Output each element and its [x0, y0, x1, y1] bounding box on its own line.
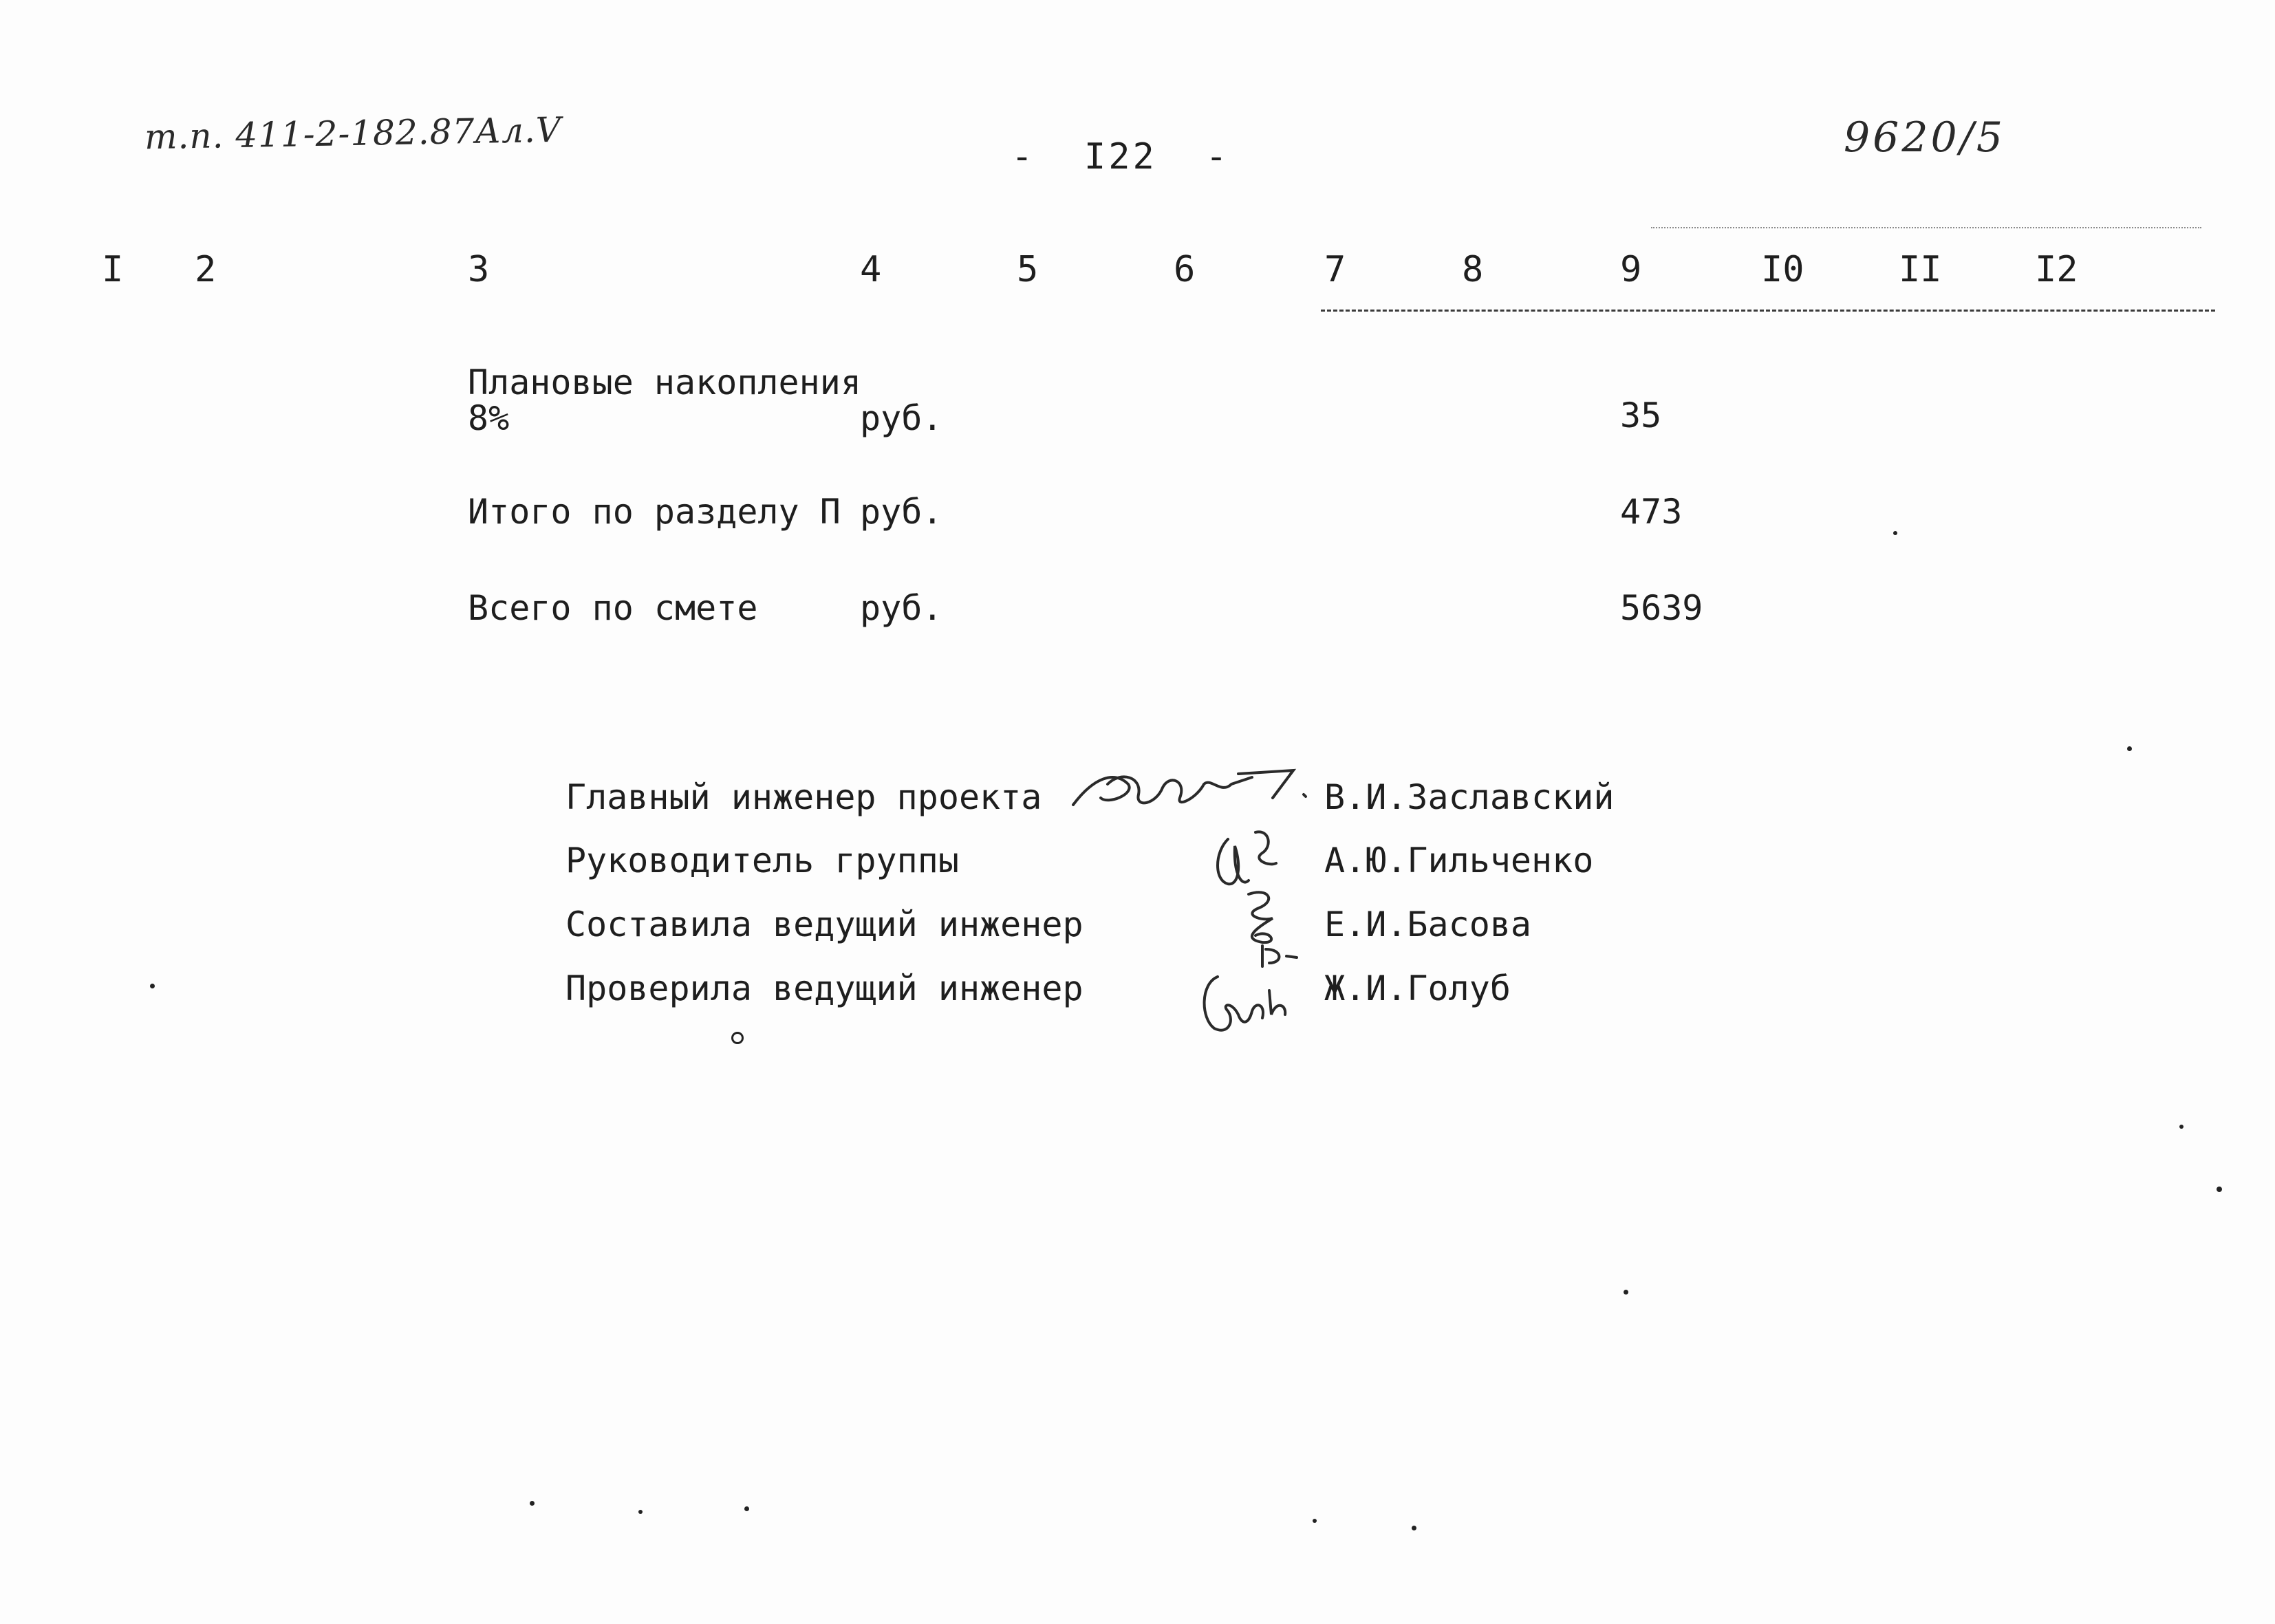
signature-name: А.Ю.Гильченко: [1324, 841, 1594, 880]
row-unit: руб.: [860, 398, 943, 438]
row-name: Итого по разделу П: [468, 492, 841, 532]
column-header-9: 9: [1620, 249, 1642, 290]
document-code: т.п. 411-2-182.87Ал.V: [144, 109, 562, 158]
row-unit: руб.: [860, 588, 943, 628]
row-value: 5639: [1620, 588, 1703, 628]
column-header-11: II: [1899, 249, 1942, 290]
handwritten-signature: [1221, 880, 1304, 970]
row-name: Плановые накопления 8%: [468, 362, 861, 438]
scan-speck: [1624, 1290, 1628, 1295]
column-header-12: I2: [2035, 249, 2078, 290]
column-header-1: I: [102, 249, 124, 290]
row-name: Всего по смете: [468, 588, 758, 628]
signature-role: Руководитель группы: [565, 841, 959, 880]
scan-speck: [744, 1506, 749, 1511]
scan-speck: [1893, 531, 1897, 535]
scan-speck: [638, 1510, 643, 1514]
column-header-5: 5: [1017, 249, 1039, 290]
signature-name: Ж.И.Голуб: [1324, 968, 1511, 1008]
column-header-10: I0: [1761, 249, 1804, 290]
signature-name: Е.И.Басова: [1324, 905, 1532, 944]
scan-speck: [2179, 1125, 2184, 1129]
signature-name: В.И.Заславский: [1324, 777, 1615, 817]
scan-speck: [731, 1032, 744, 1044]
scan-speck: [2127, 746, 2132, 751]
signature-role: Составила ведущий инженер: [565, 905, 1083, 944]
header-rule: [1321, 310, 2215, 312]
scan-speck: [1412, 1526, 1416, 1530]
row-value: 35: [1620, 396, 1662, 435]
column-header-4: 4: [860, 249, 882, 290]
archive-number: 9620/5: [1844, 113, 2006, 162]
scan-speck: [530, 1501, 535, 1506]
handwritten-signature: [1066, 757, 1314, 819]
page-number: - I22 -: [1011, 136, 1230, 177]
signature-role: Главный инженер проекта: [565, 777, 1042, 817]
scan-speck: [2217, 1187, 2222, 1192]
signature-role: Проверила ведущий инженер: [565, 968, 1083, 1008]
column-header-2: 2: [195, 249, 217, 290]
column-header-3: 3: [468, 249, 490, 290]
row-unit: руб.: [860, 492, 943, 532]
scan-speck: [150, 984, 155, 988]
row-value: 473: [1620, 492, 1683, 532]
column-header-8: 8: [1462, 249, 1484, 290]
handwritten-signature: [1190, 963, 1300, 1046]
header-rule-top: [1651, 227, 2201, 228]
column-header-7: 7: [1324, 249, 1346, 290]
column-header-6: 6: [1174, 249, 1196, 290]
scan-speck: [1313, 1519, 1317, 1523]
